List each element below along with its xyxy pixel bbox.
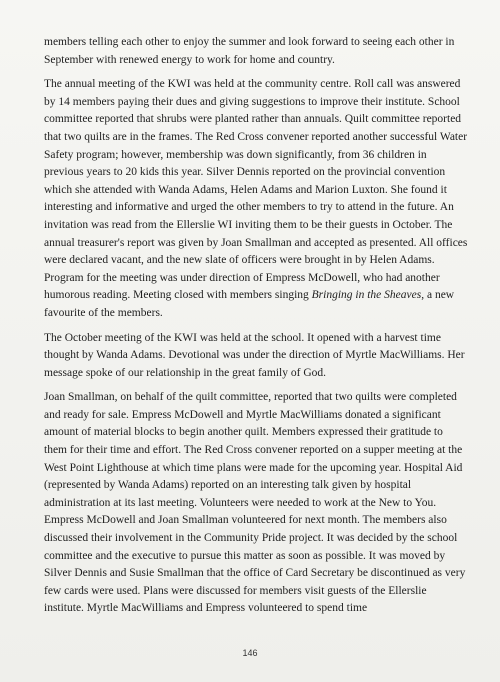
paragraph-annual-meeting (44, 76, 468, 322)
annual-meeting-text: The annual meeting of the KWI was held at the community centre. Roll call was answered by 14 members paying their dues and giving suggestions to improve their institute. School committee reported that shrubs were planted rather than annuals. Quilt committee reported that two quilts are in the frames. The Red Cross convener reported another successful Water Safety program; however, membership was down significantly, from 36 children in previous years to 20 kids this year. Silver Dennis reported on the provincial convention which she attended with Wanda Adams, Helen Adams and Marion Luxton. She found it interesting and informative and urged the other members to try to attend in the future. An invitation was read from the Ellerslie WI inviting them to be their guests in October. The annual treasurer's report was given by Joan Smallman and accepted as presented. All offices were declared vacant, and the new slate of officers were brought in by Helen Adams. Program for the meeting was under direction of Empress McDowell, who had another humorous reading. Meeting closed with members singing (44, 78, 468, 302)
paragraph-continuation: members telling each other to enjoy the summer and look forward to seeing each other in September with renewed energy to work for home and country. (44, 36, 455, 66)
paragraph-quilt-committee: Joan Smallman, on behalf of the quilt committee, reported that two quilts were completed and ready for sale. Empress McDowell and Myrtle MacWilliams donated a significant amount of material blocks to begin another quilt. Members expressed their gratitude to them for their time and effort. The Red Cross convener reported on a supper meeting at the West Point Lighthouse at which time plans were made for the upcoming year. Hospital Aid (represented by Wanda Adams) reported on an interesting talk given by hospital administration at its last meeting. Volunteers were needed to work at the New to You. Empress McDowell and Joan Smallman volunteered for next month. The members also discussed their involvement in the Community Pride project. It was decided by the school committee and the executive to pursue this matter as soon as possible. It was moved by Silver Dennis and Susie Smallman that the office of Card Secretary be discontinued as very few cards were used. Plans were discussed for members visit guests of the Ellerslie institute. Myrtle MacWilliams and Empress volunteered to spend time (44, 391, 466, 615)
page-number: 146 (242, 648, 258, 658)
song-title: Bringing in the Sheaves (311, 289, 422, 302)
paragraph-october-meeting: The October meeting of the KWI was held at the school. It opened with a harvest time thought by Wanda Adams. Devotional was under the direction of Myrtle MacWilliams. Her message spoke of our relationship in the great family of God. (44, 331, 465, 379)
song-trailer: , a new favourite of the members. (44, 289, 455, 319)
